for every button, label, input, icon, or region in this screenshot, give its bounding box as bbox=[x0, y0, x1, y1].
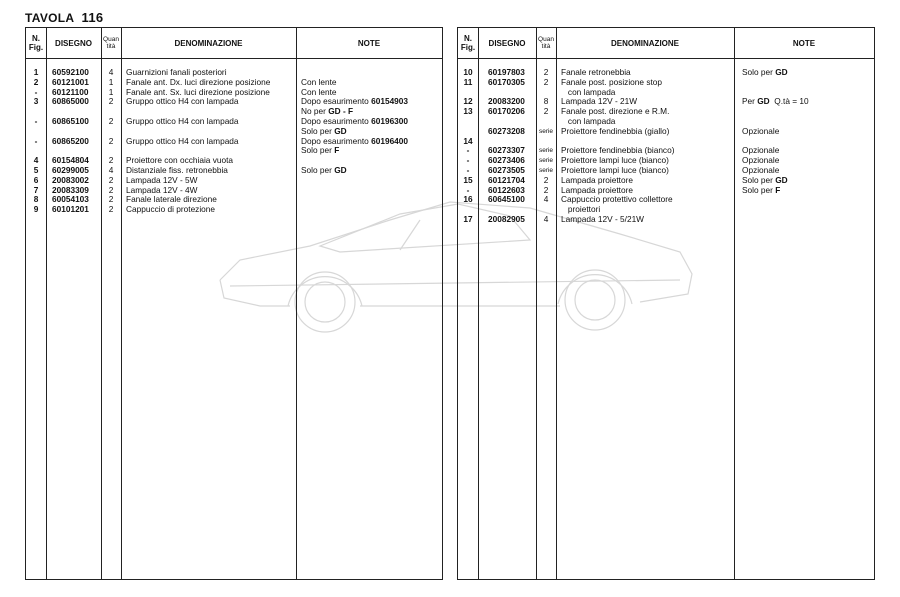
cell-fig: - bbox=[466, 164, 470, 175]
cell-disegno: 60865100 bbox=[52, 115, 89, 126]
cell-qty: serie bbox=[538, 127, 554, 135]
cell-qty: serie bbox=[538, 157, 554, 165]
cell-disegno: 60170206 bbox=[488, 106, 525, 117]
cell-denominazione: Cappuccio protettivo collettore bbox=[561, 194, 673, 205]
cell-note: Con lente bbox=[301, 86, 337, 97]
cell-note: Solo per F bbox=[301, 145, 340, 156]
cell-disegno: 60154804 bbox=[52, 155, 89, 166]
cell-fig: 14 bbox=[463, 135, 473, 146]
page-title bbox=[25, 10, 103, 25]
cell-qty: 2 bbox=[108, 115, 114, 126]
cell-fig: - bbox=[466, 155, 470, 166]
cell-denominazione: Proiettore lampi luce (bianco) bbox=[561, 155, 669, 166]
header-qty: Quan tità bbox=[103, 36, 119, 50]
cell-note: Dopo esaurimento 60196400 bbox=[301, 135, 409, 146]
table-row bbox=[458, 127, 874, 137]
cell-note: Con lente bbox=[301, 76, 337, 87]
cell-disegno: 60121100 bbox=[52, 86, 89, 97]
cell-qty: 2 bbox=[543, 67, 549, 77]
cell-fig: 7 bbox=[33, 184, 39, 195]
cell-note: Opzionale bbox=[742, 125, 780, 136]
table-body bbox=[458, 68, 874, 225]
cell-qty: 8 bbox=[543, 96, 549, 107]
cell-fig: 9 bbox=[33, 204, 39, 215]
cell-denominazione: Lampada 12V - 21W bbox=[561, 96, 638, 107]
cell-disegno: 20083002 bbox=[52, 174, 89, 185]
table-row bbox=[458, 107, 874, 117]
table-header bbox=[26, 28, 442, 59]
cell-fig: 5 bbox=[33, 164, 39, 175]
cell-fig: 6 bbox=[33, 174, 39, 185]
cell-disegno: 60273406 bbox=[488, 155, 525, 166]
cell-qty: 4 bbox=[543, 194, 549, 205]
cell-qty: 2 bbox=[543, 106, 549, 117]
cell-denominazione: Lampada proiettore bbox=[561, 184, 633, 195]
cell-denominazione: Fanale ant. Sx. luci direzione posizione bbox=[126, 86, 270, 97]
cell-note: Solo per GD bbox=[742, 67, 788, 77]
cell-fig: 8 bbox=[33, 194, 39, 205]
cell-note: Solo per GD bbox=[301, 125, 347, 136]
parts-table-right bbox=[457, 27, 875, 580]
cell-qty: 1 bbox=[108, 76, 114, 87]
cell-denominazione: Distanziale fiss. retronebbia bbox=[126, 164, 228, 175]
table-row bbox=[26, 117, 442, 127]
cell-disegno: 60273505 bbox=[488, 164, 525, 175]
cell-denominazione: Gruppo ottico H4 con lampada bbox=[126, 135, 239, 146]
cell-note: Dopo esaurimento 60196300 bbox=[301, 115, 409, 126]
cell-denominazione: Fanale post. direzione e R.M. bbox=[561, 106, 670, 117]
cell-denominazione: con lampada bbox=[561, 115, 616, 126]
cell-qty: 2 bbox=[543, 174, 549, 185]
cell-fig: 15 bbox=[463, 174, 473, 185]
table-row bbox=[458, 215, 874, 225]
header-note: NOTE bbox=[792, 38, 816, 48]
page-label: TAVOLA bbox=[25, 11, 74, 25]
cell-qty: 2 bbox=[108, 174, 114, 185]
cell-disegno: 20083309 bbox=[52, 184, 89, 195]
cell-note: Opzionale bbox=[742, 164, 780, 175]
cell-qty: 4 bbox=[108, 67, 114, 77]
cell-disegno: 60122603 bbox=[488, 184, 525, 195]
cell-qty: 2 bbox=[108, 204, 114, 215]
cell-denominazione: Proiettore con occhiaia vuota bbox=[126, 155, 234, 166]
page-number: 116 bbox=[81, 10, 104, 25]
table-row bbox=[26, 205, 442, 215]
cell-fig: - bbox=[466, 184, 470, 195]
cell-denominazione: Proiettore lampi luce (bianco) bbox=[561, 164, 669, 175]
cell-qty: serie bbox=[538, 147, 554, 155]
cell-disegno: 60121704 bbox=[488, 174, 525, 185]
cell-disegno: 20082905 bbox=[488, 213, 525, 224]
cell-denominazione: Fanale retronebbia bbox=[561, 67, 631, 77]
cell-disegno: 60054103 bbox=[52, 194, 89, 205]
cell-fig: - bbox=[34, 86, 38, 97]
cell-disegno: 60592100 bbox=[52, 67, 89, 77]
cell-denominazione: Gruppo ottico H4 con lampada bbox=[126, 96, 239, 107]
cell-fig: - bbox=[466, 145, 470, 156]
cell-fig: 1 bbox=[33, 67, 39, 77]
header-note: NOTE bbox=[357, 38, 381, 48]
cell-disegno: 60197803 bbox=[488, 67, 525, 77]
cell-denominazione: proiettori bbox=[561, 204, 601, 215]
cell-disegno: 60299005 bbox=[52, 164, 89, 175]
cell-denominazione: Fanale ant. Dx. luci direzione posizione bbox=[126, 76, 271, 87]
cell-fig: 3 bbox=[33, 96, 39, 107]
cell-disegno: 60865200 bbox=[52, 135, 89, 146]
cell-disegno: 60170305 bbox=[488, 76, 525, 87]
cell-fig: 10 bbox=[463, 67, 473, 77]
header-disegno: DISEGNO bbox=[488, 38, 526, 48]
cell-denominazione: Gruppo ottico H4 con lampada bbox=[126, 115, 239, 126]
cell-qty: 2 bbox=[543, 184, 549, 195]
cell-note: Solo per F bbox=[742, 184, 781, 195]
cell-denominazione: Lampada 12V - 5/21W bbox=[561, 213, 645, 224]
cell-fig: - bbox=[34, 135, 38, 146]
header-denominazione: DENOMINAZIONE bbox=[611, 38, 679, 48]
cell-qty: 4 bbox=[543, 213, 549, 224]
cell-disegno: 20083200 bbox=[488, 96, 525, 107]
cell-qty: 2 bbox=[108, 135, 114, 146]
table-header bbox=[458, 28, 874, 59]
header-fig: N. Fig. bbox=[460, 34, 476, 52]
cell-note: Opzionale bbox=[742, 155, 780, 166]
cell-fig: 13 bbox=[463, 106, 473, 117]
cell-disegno: 60865000 bbox=[52, 96, 89, 107]
cell-denominazione: Fanale post. posizione stop bbox=[561, 76, 663, 87]
cell-qty: 2 bbox=[108, 184, 114, 195]
cell-denominazione: Lampada 12V - 4W bbox=[126, 184, 198, 195]
cell-note: Solo per GD bbox=[301, 164, 347, 175]
table-row bbox=[26, 137, 442, 147]
cell-fig: 4 bbox=[33, 155, 39, 166]
header-denominazione: DENOMINAZIONE bbox=[174, 38, 243, 48]
cell-note: Opzionale bbox=[742, 145, 780, 156]
cell-qty: 1 bbox=[108, 86, 114, 97]
cell-disegno: 60645100 bbox=[488, 194, 525, 205]
cell-note: No per GD - F bbox=[301, 106, 354, 117]
parts-table-left bbox=[25, 27, 443, 580]
cell-qty: 2 bbox=[108, 96, 114, 107]
cell-disegno: 60101201 bbox=[52, 204, 89, 215]
cell-denominazione: Fanale laterale direzione bbox=[126, 194, 217, 205]
cell-note: Solo per GD bbox=[742, 174, 788, 185]
cell-denominazione: Cappuccio di protezione bbox=[126, 204, 216, 215]
header-qty: Quan tità bbox=[538, 36, 554, 50]
cell-fig: 2 bbox=[33, 76, 39, 87]
cell-disegno: 60273208 bbox=[488, 125, 525, 136]
cell-note: Per GD Q.tà = 10 bbox=[742, 96, 809, 107]
cell-qty: 2 bbox=[543, 76, 549, 87]
cell-qty: 4 bbox=[108, 164, 114, 175]
cell-note: Dopo esaurimento 60154903 bbox=[301, 96, 409, 107]
table-row bbox=[26, 97, 442, 107]
cell-fig: 17 bbox=[463, 213, 473, 224]
table-row bbox=[458, 78, 874, 88]
header-fig: N. Fig. bbox=[28, 34, 44, 52]
cell-disegno: 60273307 bbox=[488, 145, 525, 156]
cell-disegno: 60121001 bbox=[52, 76, 89, 87]
cell-fig: - bbox=[34, 115, 38, 126]
cell-qty: serie bbox=[538, 166, 554, 174]
cell-fig: 16 bbox=[463, 194, 473, 205]
table-body bbox=[26, 68, 442, 215]
cell-denominazione: Lampada proiettore bbox=[561, 174, 633, 185]
cell-denominazione: Lampada 12V - 5W bbox=[126, 174, 198, 185]
cell-denominazione: Guarnizioni fanali posteriori bbox=[126, 67, 227, 77]
cell-denominazione: con lampada bbox=[561, 86, 616, 97]
cell-qty: 2 bbox=[108, 155, 114, 166]
table-row bbox=[458, 195, 874, 205]
cell-denominazione: Proiettore fendinebbia (giallo) bbox=[561, 125, 670, 136]
cell-fig: 12 bbox=[463, 96, 473, 107]
cell-fig: 11 bbox=[463, 76, 473, 87]
cell-qty: 2 bbox=[108, 194, 114, 205]
header-disegno: DISEGNO bbox=[55, 38, 92, 48]
cell-denominazione: Proiettore fendinebbia (bianco) bbox=[561, 145, 675, 156]
